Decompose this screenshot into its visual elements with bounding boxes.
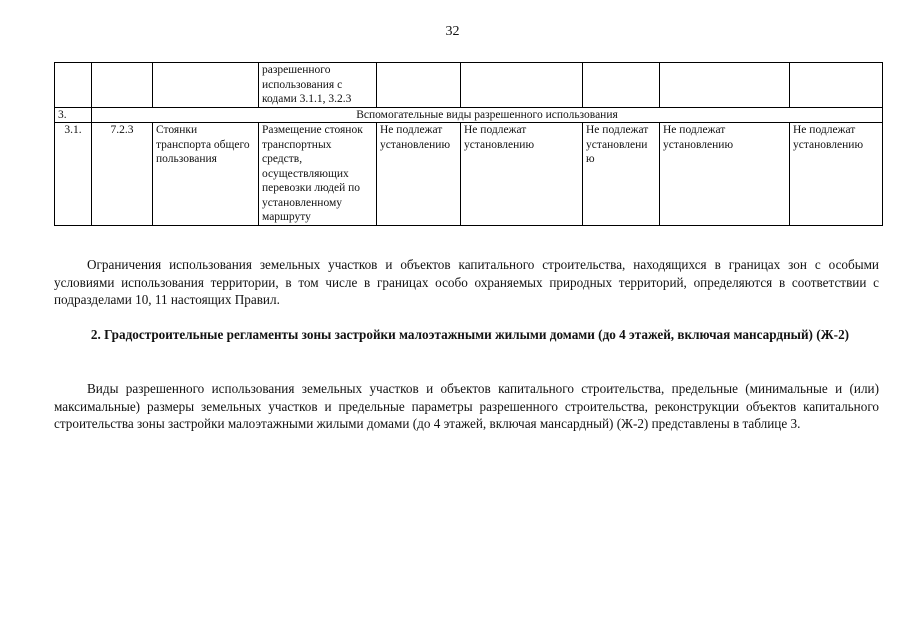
- table-cell: [55, 63, 92, 108]
- table-cell: Размещение стоянок транспортных средств, осуществляющих перевозки людей по установленному маршруту: [259, 123, 377, 226]
- table-cell: Не подлежат установлению: [461, 123, 583, 226]
- table-cell: Не подлежат установлению: [790, 123, 883, 226]
- section-heading: 2. Градостроительные регламенты зоны застройки малоэтажными жилыми домами (до 4 этажей, включая мансардный) (Ж-2): [90, 327, 850, 342]
- table-cell: Не подлежат установлению: [583, 123, 660, 226]
- restrictions-paragraph: Ограничения использования земельных участков и объектов капитального строительства, находящихся в границах зон с особыми условиями использования территории, в том числе в границах особо охраняемых природных территорий, определяются в соответствии с подразделами 10, 11 настоящих Правил.: [54, 257, 879, 307]
- table-row-continuation: [55, 63, 883, 108]
- section-number: 3.: [55, 107, 92, 123]
- table-cell: [461, 63, 583, 108]
- table-cell: Стоянки транспорта общего пользования: [153, 123, 259, 226]
- table-section-row: [55, 107, 883, 123]
- table-cell: [92, 63, 153, 108]
- page-number: 32: [445, 24, 460, 39]
- regulations-table: [54, 62, 883, 226]
- table-cell: [377, 63, 461, 108]
- table-cell: [583, 63, 660, 108]
- table-cell: [153, 63, 259, 108]
- table-cell: [660, 63, 790, 108]
- table-row: [55, 123, 883, 226]
- table-cell: [790, 63, 883, 108]
- row-code: 7.2.3: [92, 123, 153, 226]
- section-title: Вспомогательные виды разрешенного использования: [92, 107, 883, 123]
- table-cell: Не подлежат установлению: [660, 123, 790, 226]
- table-cell: разрешенного использования с кодами 3.1.1, 3.2.3: [259, 63, 377, 108]
- table-cell: Не подлежат установлению: [377, 123, 461, 226]
- description-paragraph: Виды разрешенного использования земельных участков и объектов капитального строительства, предельные (минимальные и (или) максимальные) размеры земельных участков и предельные параметры разрешенного строительства, реконструкции объектов капитального строительства зоны застройки малоэтажными жилыми домами (до 4 этажей, включая мансардный) (Ж-2) представлены в таблице 3.: [54, 381, 879, 431]
- row-number: 3.1.: [55, 123, 92, 226]
